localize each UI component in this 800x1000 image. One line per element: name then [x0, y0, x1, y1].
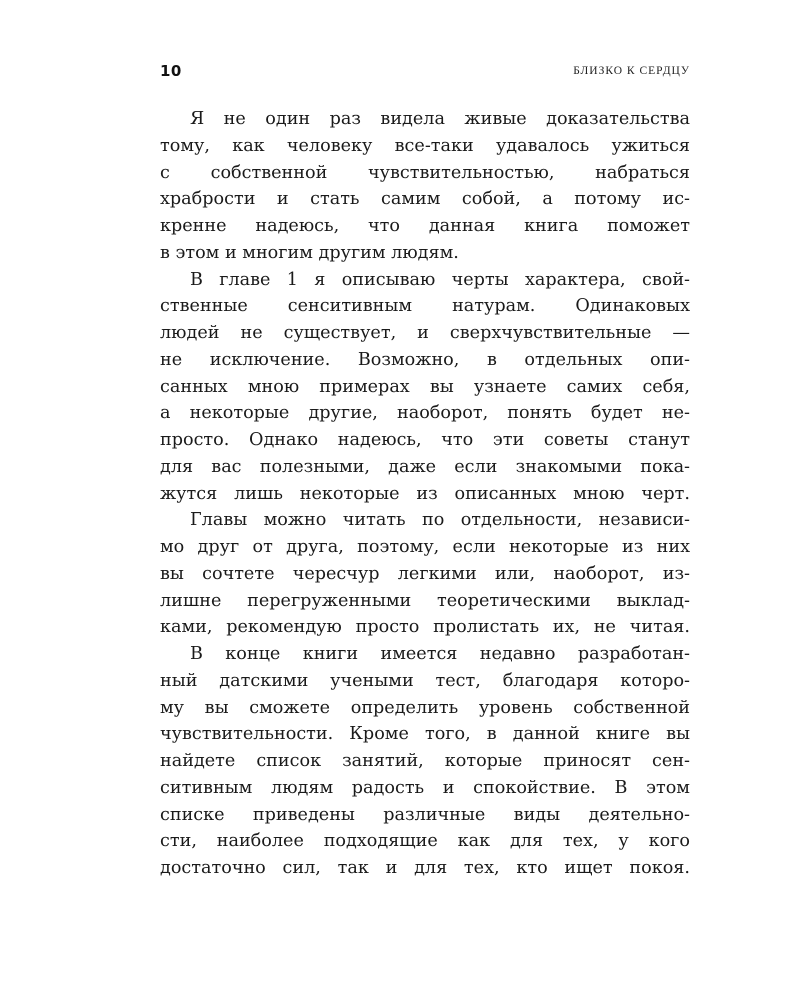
text-line: лишне перегруженными теоретическими выклад- — [160, 590, 690, 611]
text-line: для вас полезными, даже если знакомыми пока- — [160, 456, 690, 477]
text-line: Я не один раз видела живые доказательства — [190, 109, 690, 129]
text-line: му вы сможете определить уровень собственной — [160, 697, 690, 718]
text-line: людей не существует, и сверхчувствительные — — [160, 323, 690, 343]
text-line: сти, наиболее подходящие как для тех, у кого — [160, 831, 690, 852]
book-title: БЛИЗКО К СЕРДЦУ — [573, 65, 690, 77]
body-text — [160, 106, 690, 882]
running-head — [160, 62, 690, 84]
text-line: в этом и многим другим людям. — [160, 242, 459, 263]
text-line: В главе 1 я описываю черты характера, свой- — [190, 269, 690, 290]
text-line: чувствительности. Кроме того, в данной книге вы — [160, 724, 690, 745]
text-line: просто. Однако надеюсь, что эти советы станут — [160, 430, 690, 450]
text-line: кренне надеюсь, что данная книга поможет — [160, 216, 690, 236]
text-line: достаточно сил, так и для тех, кто ищет покоя. — [160, 858, 690, 878]
text-line: с собственной чувствительностью, набраться — [160, 162, 690, 183]
text-line: санных мною примерах вы узнаете самих себя, — [160, 376, 690, 397]
text-line: вы сочтете чересчур легкими или, наоборот, из- — [160, 563, 690, 584]
text-line: жутся лишь некоторые из описанных мною черт. — [160, 483, 690, 504]
paragraph — [160, 507, 690, 641]
page-number: 10 — [160, 62, 182, 80]
text-line: ственные сенситивным натурам. Одинаковых — [160, 296, 690, 317]
text-line: ками, рекомендую просто пролистать их, не читая. — [160, 617, 690, 638]
text-line: найдете список занятий, которые приносят сен- — [160, 751, 690, 771]
text-line: Главы можно читать по отдельности, независи- — [190, 510, 690, 531]
text-line: списке приведены различные виды деятельно- — [160, 804, 690, 825]
text-line: а некоторые другие, наоборот, понять будет не- — [160, 403, 690, 424]
text-line: ный датскими учеными тест, благодаря которо- — [160, 670, 690, 691]
text-line: ситивным людям радость и спокойствие. В этом — [160, 777, 690, 798]
text-line: тому, как человеку все-таки удавалось ужиться — [160, 135, 690, 156]
paragraph — [160, 267, 690, 508]
text-line: мо друг от друга, поэтому, если некоторые из них — [160, 537, 690, 557]
text-line: храбрости и стать самим собой, а потому ис- — [160, 189, 690, 210]
paragraph — [160, 106, 690, 267]
text-line: не исключение. Возможно, в отдельных опи- — [160, 349, 690, 370]
paragraph — [160, 641, 690, 882]
text-line: В конце книги имеется недавно разработан- — [190, 644, 690, 664]
